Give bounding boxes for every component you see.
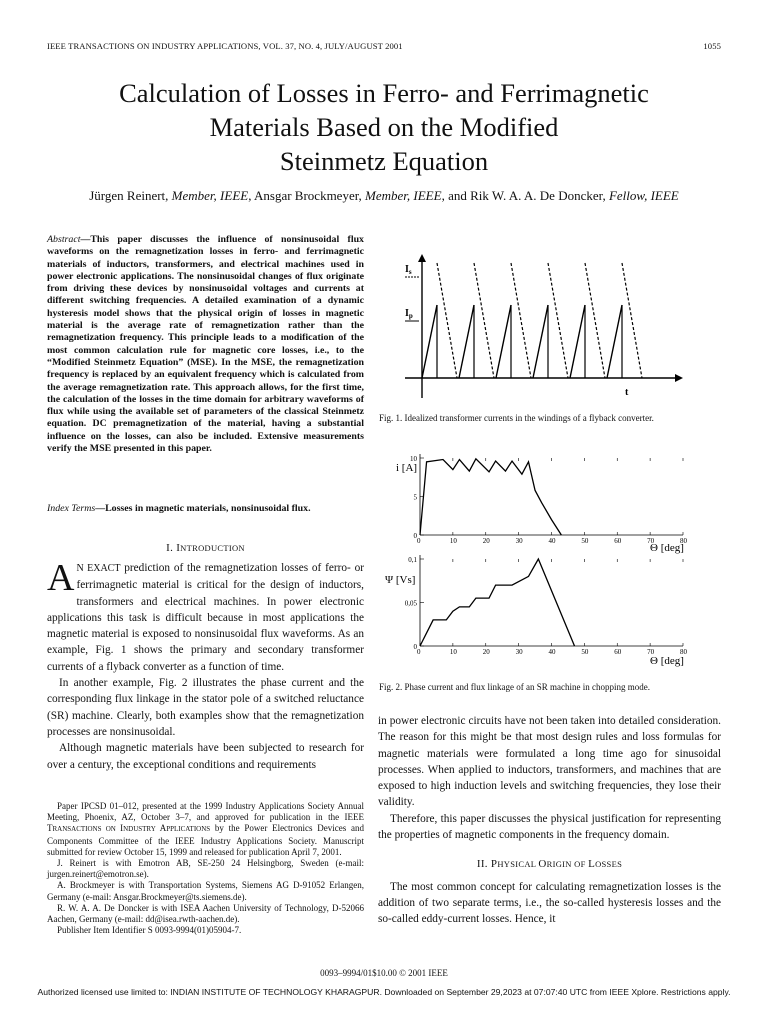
author-1-name: Jürgen Reinert, (89, 188, 169, 203)
x-tick-label: 30 (515, 537, 523, 545)
author-3-role: Fellow, IEEE (608, 188, 679, 203)
abstract-label: Abstract (47, 234, 81, 245)
fig1-primary-ramp (607, 305, 622, 378)
fig2-bottom-xlabel: Θ [deg] (650, 655, 684, 667)
fig1-amplitude-axis-arrow (418, 254, 426, 262)
right-paragraph-1: in power electronic circuits have not been taken into detailed consideration. The reason for this might be that most design rules and loss formulas for magnetic materials were formulated a long time ago for sinusoidal processes. When applied to inductors, transformers, and machines that are exposed to high induction levels and switching frequencies, they lose their validity. (378, 715, 721, 809)
x-tick-label: 40 (548, 537, 556, 545)
right-column-body (378, 713, 721, 928)
intro-paragraph-1 (47, 557, 364, 675)
first-page-footnote (47, 801, 364, 936)
fig1-primary-ramp (496, 305, 511, 378)
y-tick-label: 0,1 (408, 556, 417, 564)
fig2-top-ylabel: i [A] (396, 462, 418, 474)
right-paragraph-2: Therefore, this paper discusses the physical justification for representing the properties of magnetic components in the frequency domain. (378, 812, 721, 842)
fig1-waveforms (422, 263, 642, 378)
x-tick-label: 50 (581, 648, 589, 656)
x-tick-label: 80 (680, 648, 687, 656)
fig1-secondary-ramp (622, 263, 642, 378)
abstract (47, 234, 364, 455)
intro-paragraph-2: In another example, Fig. 2 illustrates the phase current and the corresponding flux linkage in the stator pole of a switched reluctance (SR) machine. Clearly, both examples show that the remagnetization processes are nonsinusoidal. (47, 677, 364, 738)
fig1-secondary-ramp (511, 263, 531, 378)
title-line-1: Calculation of Losses in Ferro- and Ferrimagnetic (119, 78, 649, 108)
page-number: 1055 (703, 41, 721, 51)
x-tick-label: 0 (417, 537, 421, 545)
figure-1-caption: Fig. 1. Idealized transformer currents in the windings of a flyback converter. (379, 413, 654, 423)
x-tick-label: 60 (614, 648, 622, 656)
title-line-2: Materials Based on the Modified (209, 112, 559, 142)
author-2-name: Ansgar Brockmeyer, (254, 188, 362, 203)
fig1-primary-ramp (459, 305, 474, 378)
x-tick-label: 60 (614, 537, 622, 545)
y-tick-label: 10 (410, 455, 417, 463)
section-heading-physical-origin: II. PHYSICAL ORIGIN OF LOSSES (476, 858, 623, 871)
paper-title (40, 76, 728, 178)
figure-1-flyback-currents (395, 250, 685, 400)
fig2-current-plot (410, 454, 688, 545)
y-tick-label: 0 (413, 643, 417, 651)
fig1-primary-ramp (570, 305, 585, 378)
x-tick-label: 10 (449, 537, 457, 545)
footnote-paragraph-4: R. W. A. A. De Doncker is with ISEA Aachen University of Technology, D-52066 Aachen, Germany (e-mail: dd@isea.rwth-aachen.de). (47, 902, 364, 925)
footnote-paragraph-5: Publisher Item Identifier S 0093-9994(01)05904-7. (57, 925, 242, 936)
figure-2-caption: Fig. 2. Phase current and flux linkage of an SR machine in chopping mode. (379, 682, 650, 692)
y-tick-label: 0,05 (404, 599, 417, 608)
fig2-bottom-ylabel: Ψ [Vs] (385, 574, 416, 586)
fig2-top-xlabel: Θ [deg] (650, 542, 684, 554)
figure-2-sr-machine (378, 444, 698, 674)
x-tick-label: 0 (417, 648, 421, 656)
fig1-secondary-ramp (474, 263, 494, 378)
fig1-secondary-ramp (585, 263, 605, 378)
footnote-paragraph-3: A. Brockmeyer is with Transportation Systems, Siemens AG D-91052 Erlangen, Germany (e-mail: Ansgar.Brockmeyer@ts.siemens.de). (47, 880, 364, 902)
x-tick-label: 80 (680, 537, 687, 545)
fig1-label-t: t (625, 387, 629, 398)
data-line (420, 559, 575, 646)
fig1-time-axis-arrow (675, 374, 683, 382)
index-terms (47, 503, 364, 515)
footnote-paragraph-1: Paper IPCSD 01–012, presented at the 1999 Industry Applications Society Annual Meeting, Phoenix, AZ, October 3–7, and approved for publication in the IEEE TRANSACTIONS ON INDUSTRY APPLICATIONS by the Power Electronics Devices and Components Committee of the IEEE Industry Applications Society. Manuscript submitted for review October 15, 1999 and released for publication April 7, 2001. (47, 801, 364, 857)
fig1-label-ip: $I_p$ (405, 308, 413, 320)
copyright-line: 0093–9994/01$10.00 © 2001 IEEE (320, 968, 448, 978)
fig1-primary-ramp (422, 305, 437, 378)
index-terms-text: —Losses in magnetic materials, nonsinusoidal flux. (95, 503, 311, 514)
x-tick-label: 70 (647, 648, 655, 656)
author-3-name: , and Rik W. A. A. De Doncker, (441, 188, 606, 203)
x-tick-label: 30 (515, 648, 523, 656)
x-tick-label: 50 (581, 537, 589, 545)
footnote-paragraph-2: J. Reinert is with Emotron AB, SE-250 24 Helsingborg, Sweden (e-mail: jurgen.reinert@emotron.se). (47, 858, 364, 880)
abstract-text: —This paper discusses the influence of nonsinusoidal flux waveforms on the remagnetization losses in ferro- and ferrimagnetic materials of inductors, transformers, and electrical machines used in power electronic applications. The nonsinusoidal changes of flux originate from driving these devices by nonsinusoidal voltages and currents at different switching frequencies. A detailed examination of a dynamic hysteresis model shows that the physical origin of losses in magnetic material is the average rate of remagnetization rather than the remagnetization frequency. This principle leads to a modification of the most common calculation rule for magnetic core losses, i.e., to the “Modified Steinmetz Equation” (MSE). In the MSE, the remagnetization frequency is replaced by an equivalent frequency which is calculated from the average remagnetization rate. This approach allows, for the first time, the calculation of the losses in the time domain for arbitrary waveforms of flux while using the available set of parameters of the classical Steinmetz equation. DC premagnetization of the material, having a substantial influence on the losses, can also be included. Extensive measurements verify the MSE presented in this paper. (47, 234, 364, 455)
section-numeral: I. I (166, 542, 181, 554)
y-tick-label: 0 (413, 532, 417, 540)
x-tick-label: 20 (482, 648, 490, 656)
author-line: Jürgen Reinert, Member, IEEE, Ansgar Brockmeyer, Member, IEEE, and Rik W. A. A. De Doncker, Fellow, IEEE (89, 188, 679, 203)
title-line-3: Steinmetz Equation (279, 146, 489, 176)
license-notice: Authorized licensed use limited to: INDIAN INSTITUTE OF TECHNOLOGY KHARAGPUR. Downloaded on September 29,2023 at 07:07:40 UTC from IEEE Xplore. Restrictions apply. (37, 987, 731, 997)
index-terms-label: Index Terms (47, 503, 96, 514)
intro-paragraph-1-text: prediction of the remagnetization losses of ferro- or ferrimagnetic material is critical for the design of inductors, transformers and electrical machines. In power electronic applications this task is difficult because in most applications the magnetic material is exposed to nonsinusoidal flux waveforms. As an example, Fig. 1 shows the primary and secondary transformer currents of a flyback converter as a function of time. (47, 562, 364, 673)
x-tick-label: 10 (449, 648, 457, 656)
fig1-secondary-ramp (437, 263, 457, 378)
fig2-flux-plot (405, 555, 688, 656)
section-heading-introduction (47, 542, 364, 554)
fig1-label-is: $I_s$ (405, 264, 412, 276)
data-line (420, 459, 561, 535)
fig1-secondary-ramp (548, 263, 568, 378)
intro-paragraph-3: Although magnetic materials have been subjected to research for over a century, the exceptional conditions and requirements (47, 742, 364, 771)
author-2-role: Member, IEEE (365, 188, 442, 203)
intro-lead: N EXACT (76, 563, 121, 574)
author-1-role: Member, IEEE (171, 188, 249, 203)
introduction-body (47, 557, 364, 773)
fig1-primary-ramp (533, 305, 548, 378)
x-tick-label: 70 (647, 537, 655, 545)
x-tick-label: 40 (548, 648, 556, 656)
right-paragraph-3: The most common concept for calculating remagnetization losses is the addition of two separate terms, i.e., the so-called hysteresis losses and the so-called eddy-current losses. Hence, it (378, 880, 721, 926)
journal-header: IEEE TRANSACTIONS ON INDUSTRY APPLICATIONS, VOL. 37, NO. 4, JULY/AUGUST 2001 (47, 41, 403, 51)
x-tick-label: 20 (482, 537, 490, 545)
y-tick-label: 5 (413, 493, 417, 502)
section-title-rest: NTRODUCTION (180, 543, 245, 553)
drop-cap: A (47, 557, 75, 599)
